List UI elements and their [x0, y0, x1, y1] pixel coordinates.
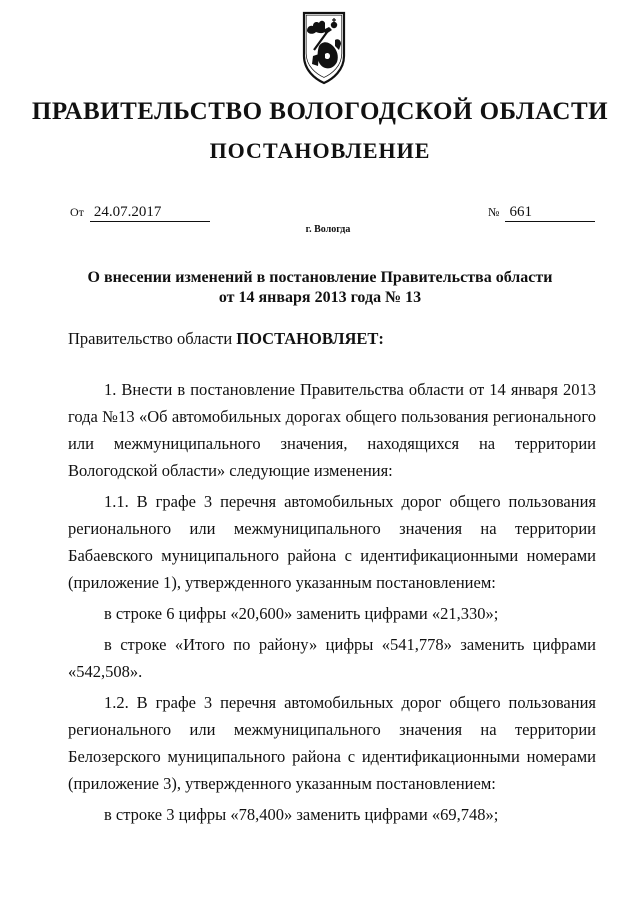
document-heading-line-2: от 14 января 2013 года № 13 [218, 289, 422, 306]
document-heading [60, 268, 580, 308]
number-value: 661 [505, 204, 595, 222]
resolution-prefix: Правительство области [68, 329, 233, 348]
paragraph-1-1: 1.1. В графе 3 перечня автомобильных дорог общего пользования регионального или межмуниципального значения на территории Бабаевского муниципального района с идентификационными номерами (приложение 1), утвержденного указанным постановлением: [68, 492, 596, 592]
document-body [68, 376, 596, 828]
city-label: г. Вологда [305, 224, 351, 235]
paragraph-1: 1. Внести в постановление Правительства области от 14 января 2013 года №13 «Об автомобильных дорогах общего пользования регионального или межмуниципального значения, находящихся на территории Вологодской области» следующие изменения: [68, 380, 596, 480]
date-prefix: От [70, 205, 84, 219]
number-prefix: № [488, 205, 500, 219]
paragraph-1-2-a: в строке 3 цифры «78,400» заменить цифрами «69,748»; [104, 805, 499, 824]
resolution-keyword: ПОСТАНОВЛЯЕТ: [236, 329, 384, 348]
document-heading-line-1: О внесении изменений в постановление Правительства области [87, 269, 553, 286]
government-title: ПРАВИТЕЛЬСТВО ВОЛОГОДСКОЙ ОБЛАСТИ [31, 98, 609, 125]
paragraph-1-1-b: в строке «Итого по району» цифры «541,778» заменить цифрами «542,508». [68, 635, 596, 681]
resolution-clause [68, 329, 384, 349]
paragraph-1-1-a: в строке 6 цифры «20,600» заменить цифрами «21,330»; [104, 604, 499, 623]
date-field [70, 204, 210, 222]
coat-of-arms-icon [301, 10, 347, 86]
document-type-title: ПОСТАНОВЛЕНИЕ [209, 138, 431, 163]
date-value: 24.07.2017 [90, 204, 210, 222]
paragraph-1-2: 1.2. В графе 3 перечня автомобильных дорог общего пользования регионального или межмуниципального значения на территории Белозерского муниципального района с идентификационными номерами (приложение 3), утвержденного указанным постановлением: [68, 693, 596, 793]
number-field [488, 204, 595, 222]
